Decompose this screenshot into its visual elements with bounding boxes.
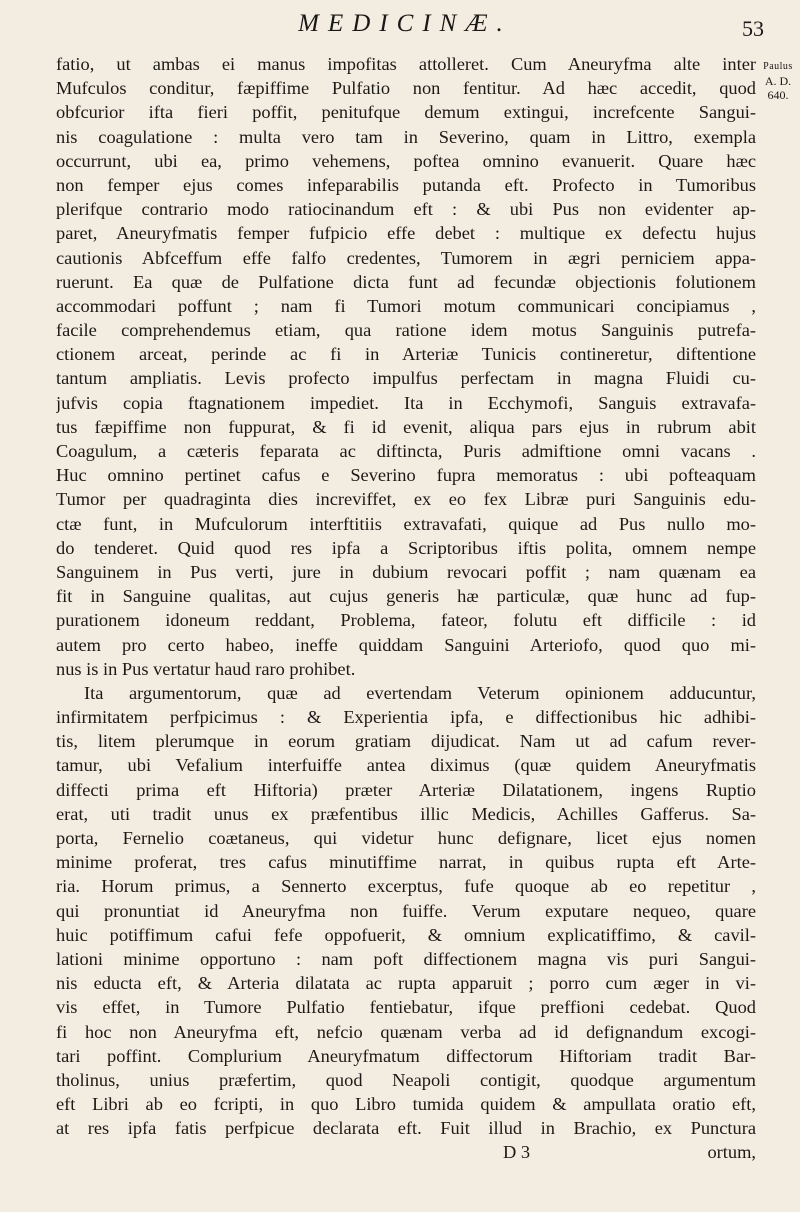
text-line: lationi minime opportuno : nam poft diffectionem magna vis puri Sangui- [56,948,756,969]
text-line: tholinus, unius præfertim, quod Neapoli contigit, quodque argumentum [56,1069,756,1090]
text-line: vis effet, in Tumore Pulfatio fentiebatur, ifque preffioni cedebat. Quod [56,997,756,1018]
text-line: plerifque contrario modo ratiocinandum eft : & ubi Pus non evidenter ap- [56,199,756,220]
running-head [0,10,800,50]
text-line: purationem idoneum reddant, Problema, fateor, folutu eft difficile : id [56,610,756,631]
text-line: diffecti prima eft Hiftoria) præter Arteriæ Dilatationem, ingens Ruptio [56,779,756,800]
text-line: autem pro certo habeo, ineffe quiddam Sanguini Arteriofo, quod quo mi- [56,634,756,655]
text-line: accommodari poffunt ; nam fi Tumori motum communicari concipiamus , [56,295,756,316]
paragraph-end-line: nus is in Pus vertatur haud raro prohibet. [56,658,356,679]
text-line: huic potiffimum cafui fefe oppofuerit, & omnium explicatiffimo, & cavil- [56,924,756,945]
text-line: cautionis Abfceffum effe falfo credentes, Tumorem in ægri perniciem appa- [56,247,756,268]
paragraph-start-line: Ita argumentorum, quæ ad evertendam Veterum opinionem adducuntur, [84,682,756,703]
body-text [56,52,756,1164]
page-footer [56,1140,756,1164]
text-line: Sanguinem in Pus verti, jure in dubium revocari poffit ; nam quænam ea [56,561,756,582]
text-line: nis coagulatione : multa vero tam in Severino, quam in Littro, exempla [56,126,756,147]
margin-note-name: Paulus [763,61,793,72]
margin-note-year: 640. [767,88,789,102]
text-line: fatio, ut ambas ei manus impofitas attolleret. Cum Aneuryfma alte inter [56,54,756,74]
text-line: obfcurior ifta fieri poffit, penitufque demum extingui, increfcente Sangui- [56,102,756,123]
signature-mark: D 3 [503,1142,531,1163]
text-line: Mufculos conditur, fæpiffime Pulfatio non fentitur. Ad hæc accedit, quod [56,78,756,99]
text-line: fi hoc non Aneuryfma eft, nefcio quænam verba ad id defignandum excogi- [56,1021,756,1042]
text-line: non femper ejus comes infeparabilis putanda eft. Profecto in Tumoribus [56,174,756,195]
text-line: tamur, ubi Vefalium interfuiffe antea diximus (quæ quidem Aneuryfmatis [56,755,756,776]
page-number: 53 [742,16,764,41]
text-line: tis, litem plerumque in eorum gratiam dijudicat. Nam ut ad cafum rever- [56,731,756,752]
text-line: ruerunt. Ea quæ de Pulfatione dicta funt ad fecundæ objectionis folutionem [56,271,756,292]
text-line: ria. Horum primus, a Sennerto excerptus, fufe quoque ab eo repetitur , [56,876,756,897]
text-line: jufvis copia ftagnationem impediet. Ita in Ecchymofi, Sanguis extravafa- [56,392,756,413]
text-line: minime proferat, tres cafus minutiffime narrat, in quibus rupta eft Arte- [56,852,756,873]
text-line: infirmitatem perfpicimus : & Experientia ipfa, e diffectionibus hic adhibi- [56,707,756,728]
text-line: facile comprehendemus etiam, qua ratione idem motus Sanguinis putrefa- [56,320,756,341]
text-line: paret, Aneuryfmatis femper fufpicio effe debet : multique ex defectu hujus [56,223,756,244]
text-line: fit in Sanguine qualitas, aut cujus generis hæ particulæ, quæ hunc ad fup- [56,586,756,607]
text-line: erat, uti tradit unus ex præfentibus illic Medicis, Achilles Gafferus. Sa- [56,803,756,824]
text-line: Huc omnino pertinet cafus e Severino fupra memoratus : ubi pofteaquam [56,465,756,486]
running-title: MEDICINÆ. [298,10,512,37]
text-line: Coagulum, a cæteris feparata ac diftincta, Puris admiftione omni vacans . [56,441,756,461]
text-line: ctionem arceat, perinde ac fi in Arteriæ Tunicis contineretur, diftentione [56,344,756,365]
text-line: tus fæpiffime non fuppurat, & fi id evenit, aliqua pars ejus in rubrum abit [56,416,756,437]
text-line: do tenderet. Quid quod res ipfa a Scriptoribus iftis polita, omnem nempe [56,537,756,558]
catchword: ortum, [707,1142,756,1163]
margin-note [758,60,798,102]
text-line: nis educta eft, & Arteria dilatata ac rupta apparuit ; porro cum æger in vi- [56,973,756,994]
text-line: eft Libri ab eo fcripti, in quo Libro tumida quidem & ampullata oratio eft, [56,1094,756,1115]
text-line: at res ipfa fatis perfpicue declarata eft. Fuit illud in Brachio, ex Punctura [56,1118,756,1139]
text-line: tari poffint. Complurium Aneuryfmatum diffectorum Hiftoriam tradit Bar- [56,1045,756,1066]
text-line: ctæ funt, in Mufculorum interftitiis extravafati, quique ad Pus nullo mo- [56,513,756,534]
text-line: Tumor per quadraginta dies increviffet, ex eo fex Libræ puri Sanguinis edu- [56,489,756,510]
text-line: porta, Fernelio coætaneus, qui videtur hunc defignare, licet ejus nomen [56,828,756,848]
text-line: occurrunt, ubi ea, primo vehemens, poftea omnino evanuerit. Quare hæc [56,150,756,171]
margin-note-era: A. D. [764,74,792,88]
text-line: qui pronuntiat id Aneuryfma non fuiffe. Verum exputare nequeo, quare [56,900,756,921]
text-line: tantum ampliatis. Levis profecto impulfus perfectam in magna Fluidi cu- [56,368,756,389]
